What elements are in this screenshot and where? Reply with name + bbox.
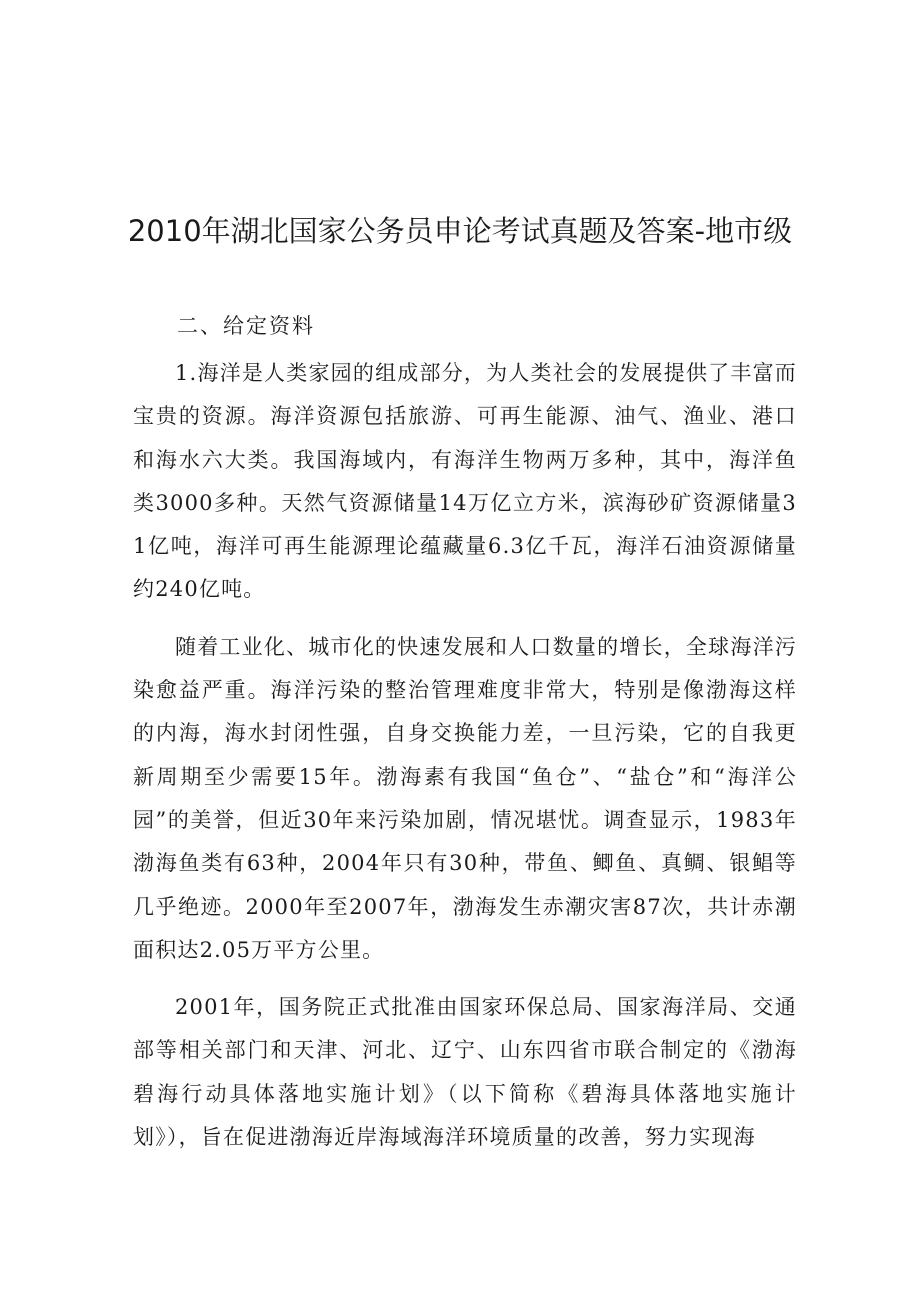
section-heading: 二、给定资料 bbox=[177, 314, 315, 338]
document-body bbox=[133, 352, 797, 1173]
document-title: 2010年湖北国家公务员申论考试真题及答案-地市级 bbox=[127, 214, 793, 248]
paragraph-2: 随着工业化、城市化的快速发展和人口数量的增长，全球海洋污染愈益严重。海洋污染的整治管理难度非常大，特别是像渤海这样的内海，海水封闭性强，自身交换能力差，一旦污染，它的自我更新周期至少需要15年。渤海素有我国“鱼仓”、“盐仓”和“海洋公园”的美誉，但近30年来污染加剧，情况堪忧。调查显示，1983年渤海鱼类有63种，2004年只有30种，带鱼、鲫鱼、真鲷、银鲳等几乎绝迹。2000年至2007年，渤海发生赤潮灾害87次，共计赤潮面积达2.05万平方公里。 bbox=[133, 634, 797, 962]
paragraph-1: 1.海洋是人类家园的组成部分，为人类社会的发展提供了丰富而宝贵的资源。海洋资源包括旅游、可再生能源、油气、渔业、港口和海水六大类。我国海域内，有海洋生物两万多种，其中，海洋鱼类3000多种。天然气资源储量14万亿立方米，滨海砂矿资源储量31亿吨，海洋可再生能源理论蕴藏量6.3亿千瓦，海洋石油资源储量约240亿吨。 bbox=[133, 361, 797, 602]
paragraph-3: 2001年，国务院正式批准由国家环保总局、国家海洋局、交通部等相关部门和天津、河北、辽宁、山东四省市联合制定的《渤海碧海行动具体落地实施计划》（以下简称《碧海具体落地实施计划》），旨在促进渤海近岸海域海洋环境质量的改善，努力实现海 bbox=[133, 995, 797, 1150]
